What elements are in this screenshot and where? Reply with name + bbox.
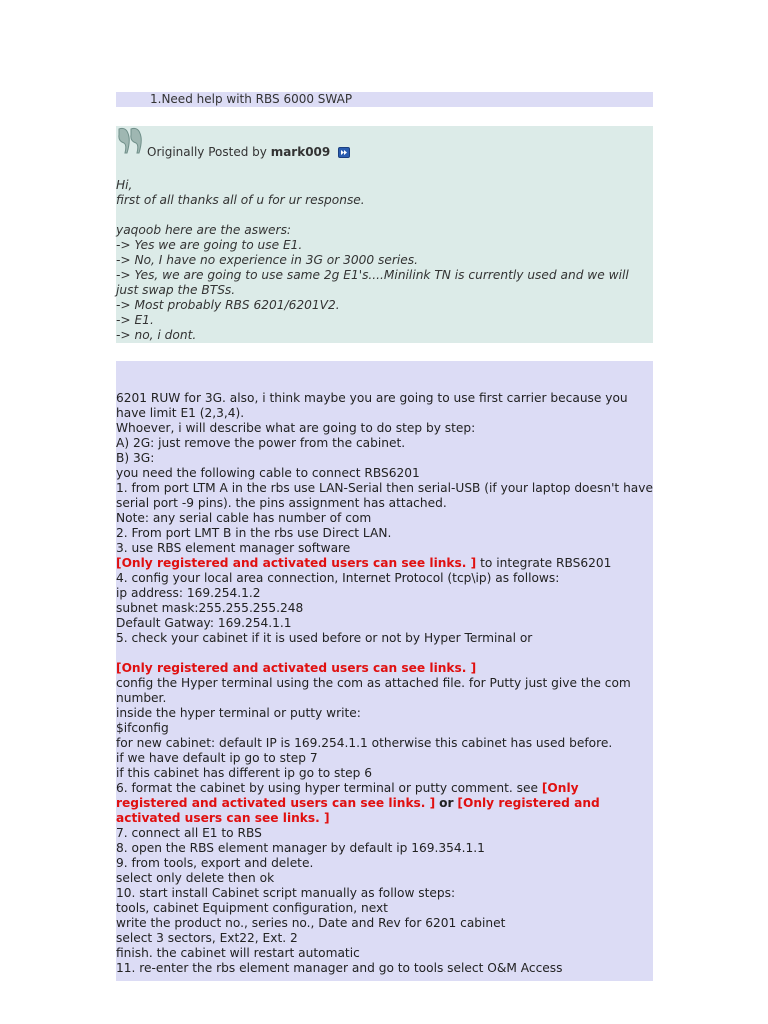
view-post-icon[interactable] — [338, 147, 350, 158]
restricted-link[interactable]: [Only registered and activated users can see links. ] — [116, 796, 600, 825]
reply-line: if this cabinet has different ip go to step 6 — [116, 766, 373, 780]
reply-line: select only delete then ok — [116, 871, 275, 885]
reply-line — [116, 661, 653, 676]
reply-line: A) 2G: just remove the power from the cabinet. — [116, 436, 406, 450]
reply-text-fragment: or — [439, 796, 454, 810]
reply-line: subnet mask:255.255.255.248 — [116, 601, 304, 615]
quote-line — [116, 208, 646, 223]
reply-line: you need the following cable to connect RBS6201 — [116, 466, 420, 480]
quote-line: yaqoob here are the aswers: — [116, 223, 292, 237]
quote-line: Hi, — [116, 178, 133, 192]
reply-line: select 3 sectors, Ext22, Ext. 2 — [116, 931, 298, 945]
quote-line: -> Most probably RBS 6201/6201V2. — [116, 298, 340, 312]
reply-line: inside the hyper terminal or putty write: — [116, 706, 361, 720]
posted-by — [147, 145, 350, 160]
reply-line: 1. from port LTM A in the rbs use LAN-Serial then serial-USB (if your laptop doesn't have serial port -9 pins). the pins assignment has attached. — [116, 481, 653, 510]
reply-line: Whoever, i will describe what are going to do step by step: — [116, 421, 476, 435]
reply-line: 5. check your cabinet if it is used before or not by Hyper Terminal or — [116, 631, 533, 645]
reply-line — [116, 781, 653, 826]
reply-line: if we have default ip go to step 7 — [116, 751, 318, 765]
restricted-link[interactable]: [Only registered and activated users can see links. ] — [116, 781, 579, 810]
reply-line: 3. use RBS element manager software — [116, 541, 351, 555]
thread-title: 1.Need help with RBS 6000 SWAP — [150, 92, 353, 106]
posted-by-prefix: Originally Posted by — [147, 145, 267, 159]
quote-line: first of all thanks all of u for ur response. — [116, 193, 365, 207]
reply-text-fragment: to integrate RBS6201 — [476, 556, 612, 570]
reply-line: 6201 RUW for 3G. also, i think maybe you are going to use first carrier because you have limit E1 (2,3,4). — [116, 391, 628, 420]
reply-line: config the Hyper terminal using the com as attached file. for Putty just give the com number. — [116, 676, 631, 705]
reply-line: 7. connect all E1 to RBS — [116, 826, 262, 840]
reply-line: Default Gatway: 169.254.1.1 — [116, 616, 292, 630]
reply-line — [116, 556, 653, 571]
reply-line: write the product no., series no., Date and Rev for 6201 cabinet — [116, 916, 506, 930]
thread-title-bar — [116, 92, 653, 107]
reply-line: 9. from tools, export and delete. — [116, 856, 314, 870]
quote-line: -> Yes, we are going to use same 2g E1's....Minilink TN is currently used and we will just swap the BTSs. — [116, 268, 629, 297]
quote-line: -> no, i dont. — [116, 328, 197, 342]
reply-line: $ifconfig — [116, 721, 169, 735]
restricted-link[interactable]: [Only registered and activated users can see links. ] — [116, 556, 477, 570]
quote-line: -> Yes we are going to use E1. — [116, 238, 303, 252]
quote-line: -> No, I have no experience in 3G or 3000 series. — [116, 253, 418, 267]
reply-line: 10. start install Cabinet script manually as follow steps: — [116, 886, 456, 900]
reply-line: 4. config your local area connection, Internet Protocol (tcp\ip) as follows: — [116, 571, 560, 585]
reply-line: Note: any serial cable has number of com — [116, 511, 372, 525]
reply-text — [116, 391, 653, 976]
reply-line: tools, cabinet Equipment configuration, next — [116, 901, 388, 915]
reply-line — [116, 646, 653, 661]
author-name[interactable]: mark009 — [270, 145, 331, 159]
quote-icon — [116, 126, 146, 156]
reply-text-fragment: 6. format the cabinet by using hyper terminal or putty comment. see — [116, 781, 542, 795]
quote-line: -> E1. — [116, 313, 154, 327]
reply-line: B) 3G: — [116, 451, 155, 465]
restricted-link[interactable]: [Only registered and activated users can see links. ] — [116, 661, 477, 675]
quote-block — [116, 126, 653, 343]
reply-line: ip address: 169.254.1.2 — [116, 586, 261, 600]
reply-line: for new cabinet: default IP is 169.254.1.1 otherwise this cabinet has used before. — [116, 736, 613, 750]
quote-text — [116, 178, 646, 343]
reply-line: 2. From port LMT B in the rbs use Direct LAN. — [116, 526, 392, 540]
reply-line: finish. the cabinet will restart automatic — [116, 946, 360, 960]
reply-post — [116, 361, 653, 981]
reply-line: 8. open the RBS element manager by default ip 169.354.1.1 — [116, 841, 485, 855]
reply-line: 11. re-enter the rbs element manager and go to tools select O&M Access — [116, 961, 563, 975]
